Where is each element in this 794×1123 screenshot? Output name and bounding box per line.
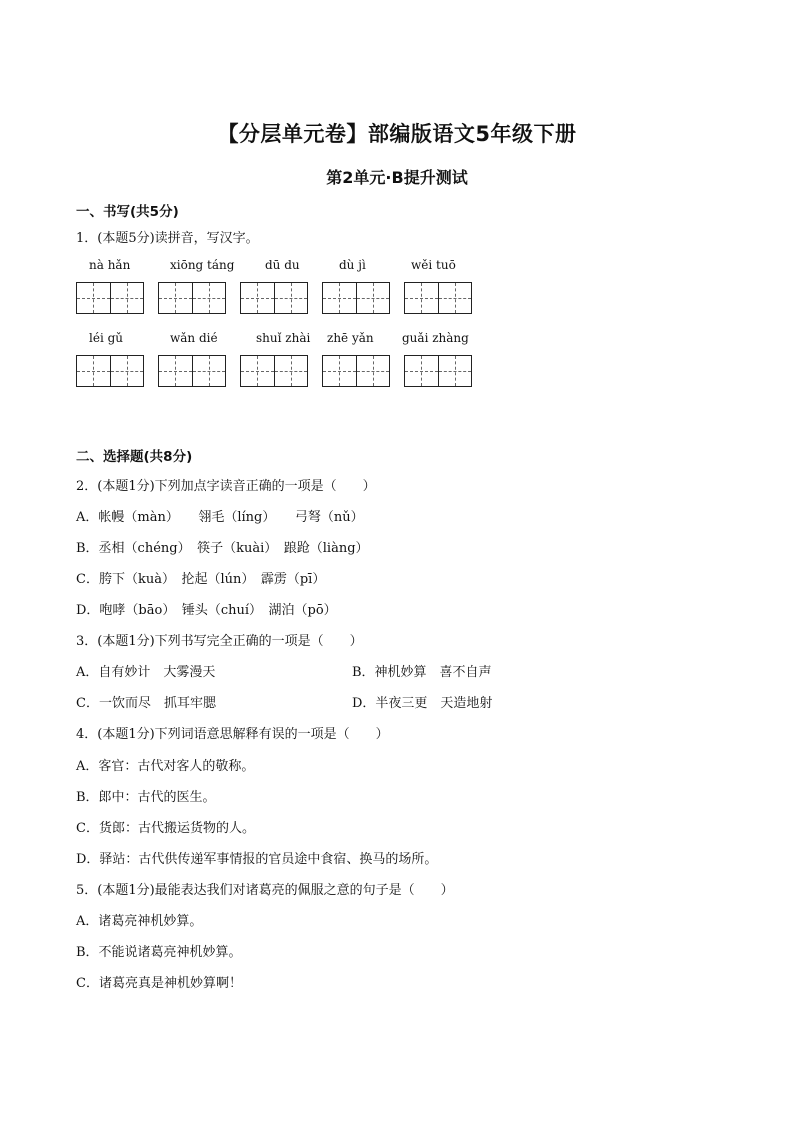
question-1-stem: 1．(本题5分)读拼音，写汉字。 bbox=[76, 231, 259, 246]
pinyin-label: dū du bbox=[265, 258, 300, 272]
pinyin-label: dù jì bbox=[339, 258, 366, 272]
question-2-option-d[interactable]: D．咆哮（bāo） 锤头（chuí） 湖泊（pō） bbox=[76, 603, 337, 618]
writing-box[interactable] bbox=[76, 282, 144, 314]
pinyin-label: xiōng táng bbox=[170, 258, 235, 272]
pinyin-label: léi gǔ bbox=[89, 331, 124, 345]
writing-box[interactable] bbox=[158, 282, 226, 314]
page-subtitle: 第2单元·B提升测试 bbox=[326, 168, 468, 187]
pinyin-label: zhē yǎn bbox=[327, 331, 374, 345]
writing-box[interactable] bbox=[240, 355, 308, 387]
writing-box[interactable] bbox=[158, 355, 226, 387]
question-4-option-d[interactable]: D．驿站：古代供传递军事情报的官员途中食宿、换马的场所。 bbox=[76, 852, 438, 867]
pinyin-label: shuǐ zhài bbox=[256, 331, 311, 345]
section-heading-writing: 一、书写(共5分) bbox=[76, 204, 179, 220]
question-3-option-a[interactable]: A．自有妙计 大雾漫天 bbox=[76, 665, 216, 680]
question-2-option-b[interactable]: B．丞相（chéng） 筷子（kuài） 踉跄（liàng） bbox=[76, 541, 369, 556]
question-3-option-b[interactable]: B．神机妙算 喜不自声 bbox=[352, 665, 492, 680]
question-2-option-c[interactable]: C．胯下（kuà） 抡起（lún） 霹雳（pī） bbox=[76, 572, 326, 587]
question-3-stem: 3．(本题1分)下列书写完全正确的一项是（ ） bbox=[76, 634, 363, 649]
question-4-option-a[interactable]: A．客官：古代对客人的敬称。 bbox=[76, 759, 255, 774]
writing-box[interactable] bbox=[404, 355, 472, 387]
pinyin-label: guǎi zhàng bbox=[402, 331, 469, 345]
writing-box[interactable] bbox=[240, 282, 308, 314]
writing-box[interactable] bbox=[76, 355, 144, 387]
question-2-option-a[interactable]: A．帐幔（màn） 翎毛（líng） 弓弩（nǔ） bbox=[76, 510, 364, 525]
question-4-stem: 4．(本题1分)下列词语意思解释有误的一项是（ ） bbox=[76, 727, 389, 742]
question-3-option-c[interactable]: C．一饮而尽 抓耳牢腮 bbox=[76, 696, 216, 711]
question-5-option-c[interactable]: C．诸葛亮真是神机妙算啊！ bbox=[76, 976, 242, 991]
pinyin-label: nà hǎn bbox=[89, 258, 131, 272]
question-4-option-c[interactable]: C．货郎：古代搬运货物的人。 bbox=[76, 821, 255, 836]
page-title: 【分层单元卷】部编版语文5年级下册 bbox=[217, 122, 577, 146]
question-5-option-b[interactable]: B．不能说诸葛亮神机妙算。 bbox=[76, 945, 242, 960]
writing-box[interactable] bbox=[404, 282, 472, 314]
question-3-option-d[interactable]: D．半夜三更 天造地射 bbox=[352, 696, 493, 711]
pinyin-label: wǎn dié bbox=[170, 331, 218, 345]
question-5-stem: 5．(本题1分)最能表达我们对诸葛亮的佩服之意的句子是（ ） bbox=[76, 883, 454, 898]
writing-box[interactable] bbox=[322, 355, 390, 387]
writing-box[interactable] bbox=[322, 282, 390, 314]
pinyin-label: wěi tuō bbox=[411, 258, 456, 272]
question-4-option-b[interactable]: B．郎中：古代的医生。 bbox=[76, 790, 216, 805]
section-heading-choice: 二、选择题(共8分) bbox=[76, 449, 193, 465]
question-2-stem: 2．(本题1分)下列加点字读音正确的一项是（ ） bbox=[76, 479, 376, 494]
question-5-option-a[interactable]: A．诸葛亮神机妙算。 bbox=[76, 914, 203, 929]
